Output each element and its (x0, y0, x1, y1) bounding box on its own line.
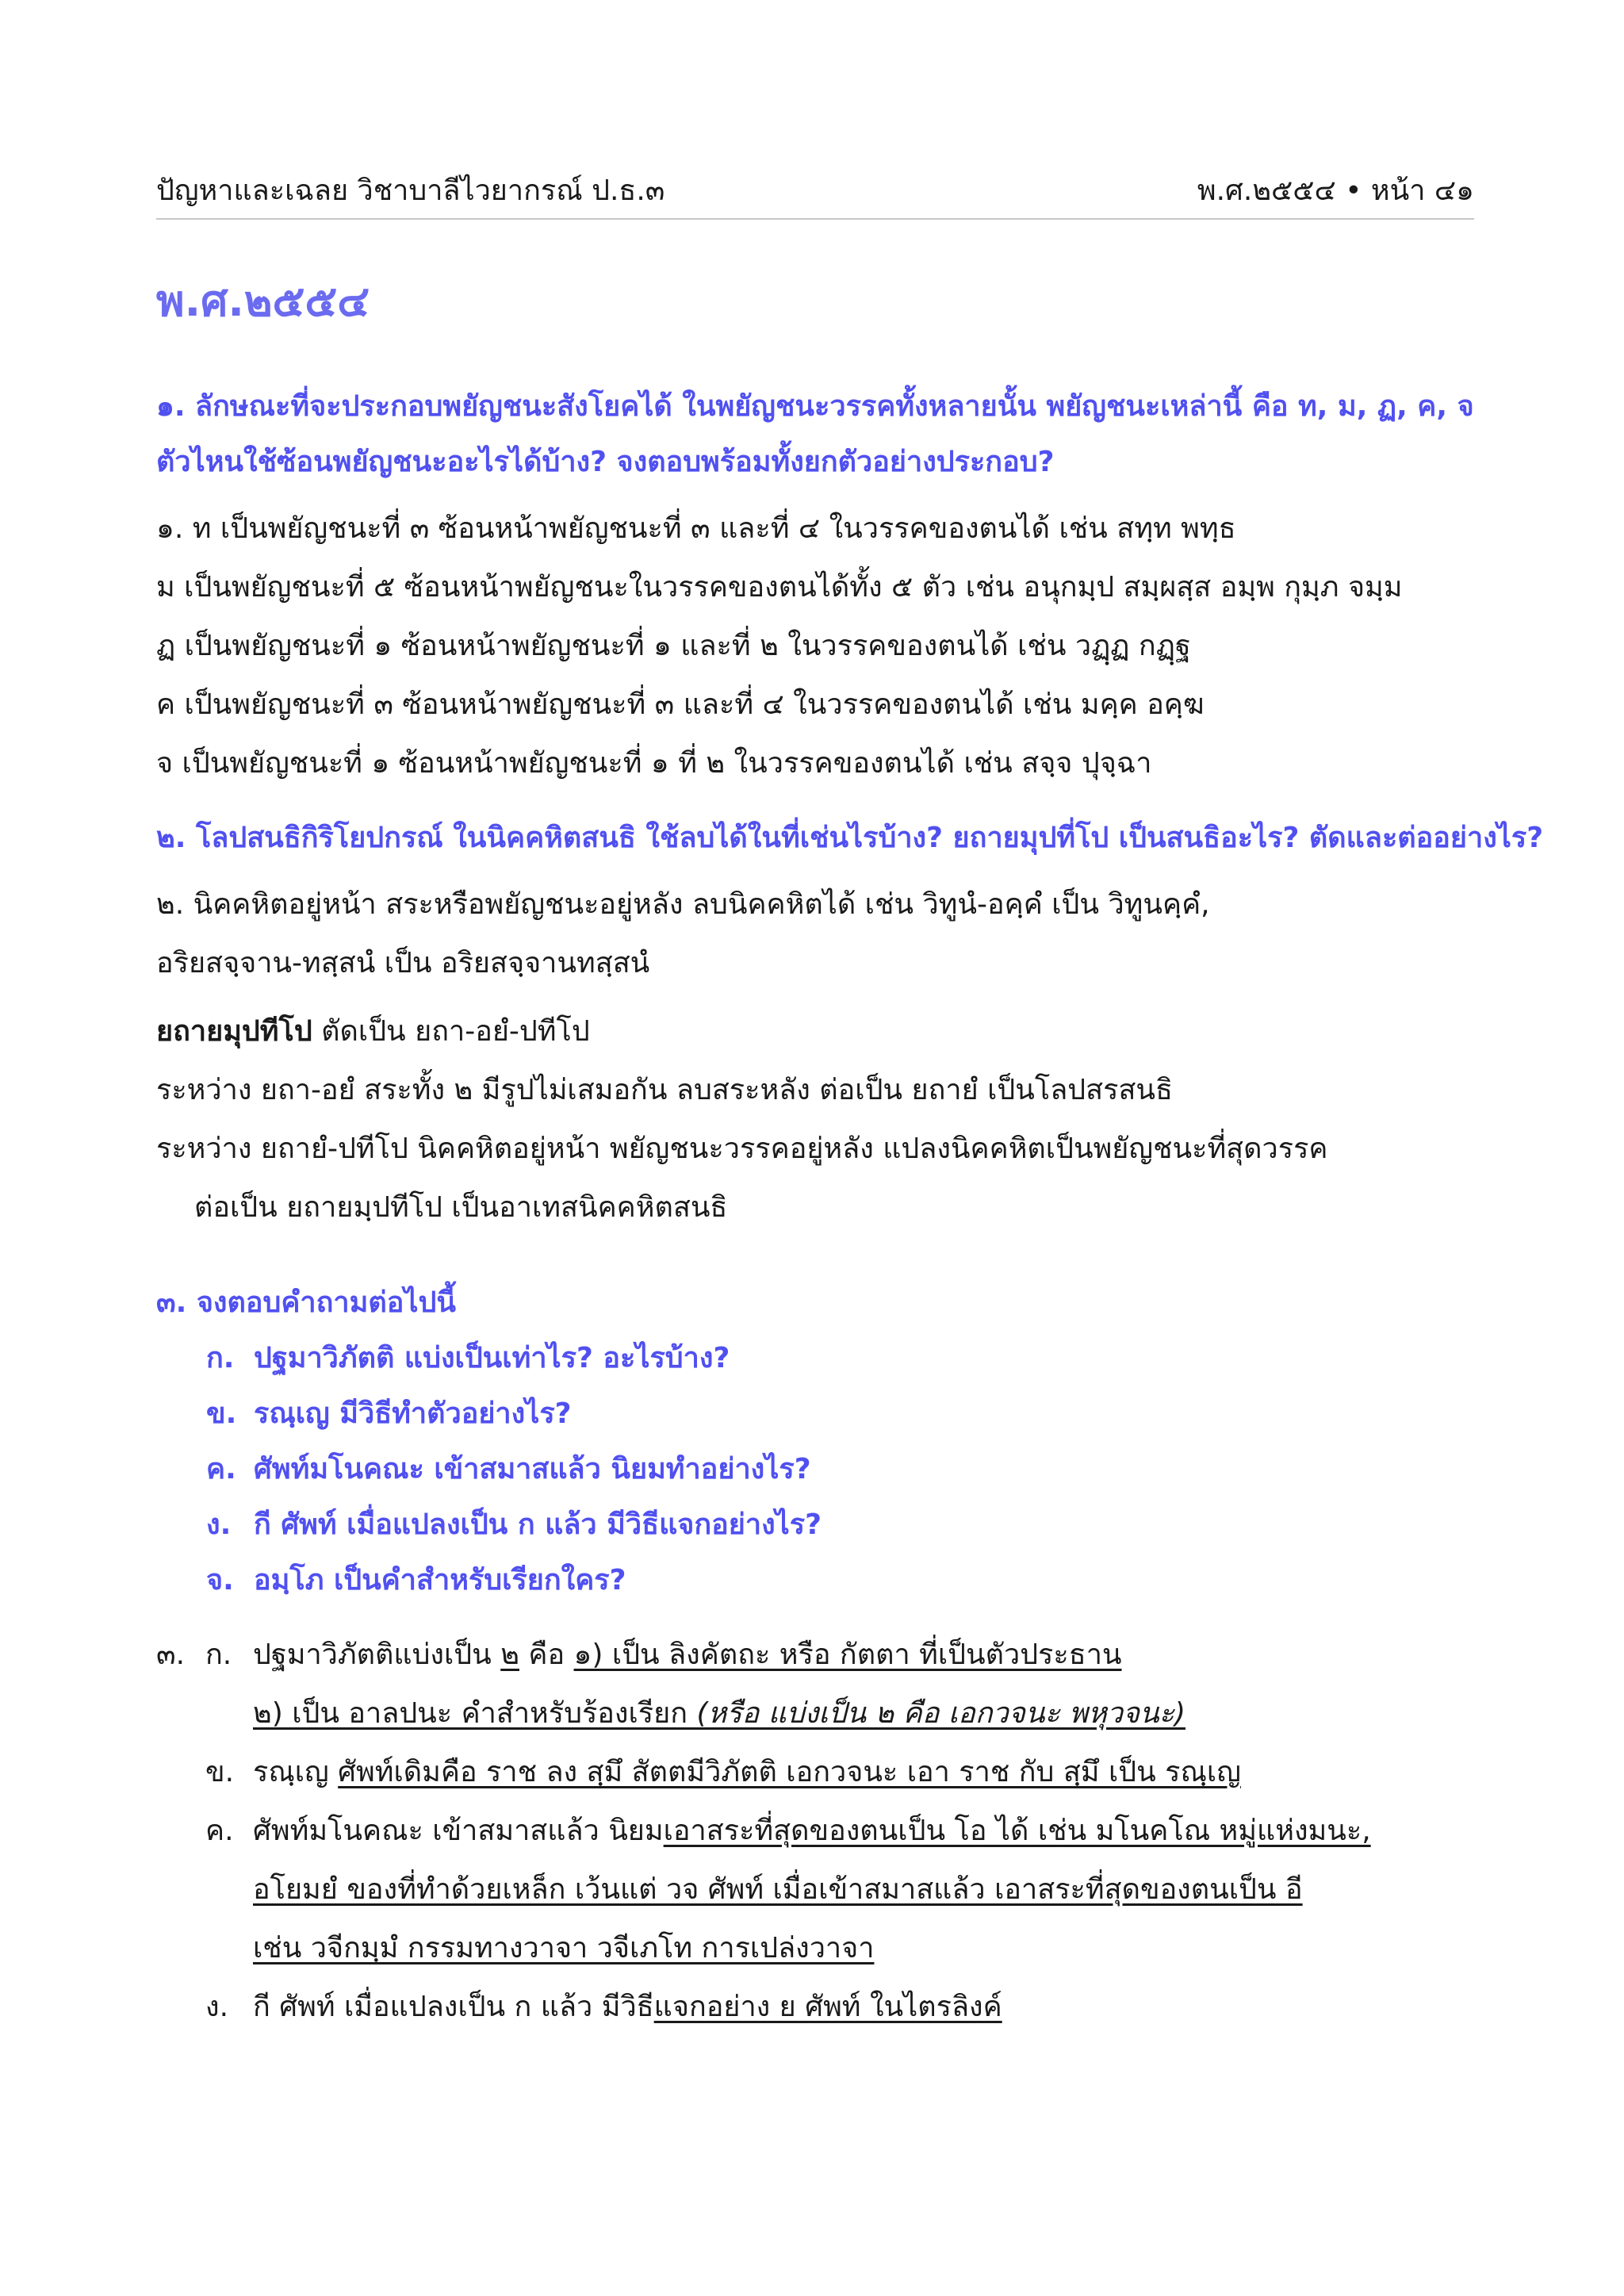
answer-underlined: ๒ (500, 1639, 519, 1671)
question-1 (156, 379, 1488, 490)
item-text: ศัพท์มโนคณะ เข้าสมาสแล้ว นิยมทำอย่างไร? (254, 1453, 811, 1485)
answer-3-kho-cont (156, 1919, 1488, 1978)
answer-3-kho-cont (156, 1861, 1488, 1919)
answer-text (253, 1978, 1002, 2037)
item-label: ข. (205, 1756, 235, 1788)
answer-plain: ปฐมาวิภัตติแบ่งเป็น (253, 1639, 501, 1671)
item-label: ก. (205, 1639, 232, 1671)
answer-term: ยถายมุปทีโป (156, 1015, 312, 1048)
answer-underlined (253, 1685, 1185, 1743)
answer-2 (156, 876, 1488, 1237)
answer-line: ค เป็นพยัญชนะที่ ๓ ซ้อนหน้าพยัญชนะที่ ๓ และที่ ๔ ในวรรคของตนได้ เช่น มคฺค อคฺฆ (156, 688, 1205, 721)
item-text: รณฺเญ มีวิธีทำตัวอย่างไร? (254, 1397, 572, 1430)
answer-line: ต่อเป็น ยถายมฺปทีโป เป็นอาเทสนิคคหิตสนธิ (194, 1191, 728, 1224)
answer-text (253, 1743, 1241, 1802)
answer-underlined-part: ๒) เป็น อาลปนะ คำสำหรับร้องเรียก (253, 1697, 697, 1730)
header-page-number: พ.ศ.๒๕๕๔ • หน้า ๔๑ (1197, 174, 1474, 207)
item-text: ปฐมาวิภัตติ แบ่งเป็นเท่าไร? อะไรบ้าง? (254, 1342, 730, 1374)
item-text: กี ศัพท์ เมื่อแปลงเป็น ก แล้ว มีวิธีแจกอย่างไร? (254, 1508, 822, 1541)
answer-3-kha (156, 1743, 1488, 1802)
answer-text (253, 1802, 1371, 1861)
answer-line: ๑. ท เป็นพยัญชนะที่ ๓ ซ้อนหน้าพยัญชนะที่ ๓ และที่ ๔ ในวรรคของตนได้ เช่น สทฺท พทฺธ (156, 512, 1236, 545)
question-line: ตัวไหนใช้ซ้อนพยัญชนะอะไรได้บ้าง? จงตอบพร้อมทั้งยกตัวอย่างประกอบ? (156, 446, 1055, 478)
question-3-item (156, 1442, 1488, 1497)
answer-line: ม เป็นพยัญชนะที่ ๕ ซ้อนหน้าพยัญชนะในวรรคของตนได้ทั้ง ๕ ตัว เช่น อนุกมฺป สมฺผสฺส อมฺพ กุมฺภ จมฺม (156, 571, 1403, 604)
item-label: ง. (206, 1508, 232, 1541)
item-label: จ. (206, 1564, 234, 1596)
item-label: ง. (205, 1991, 229, 2023)
answer-3-kho (156, 1802, 1488, 1861)
answer-term-line (156, 1002, 1488, 1061)
answer-term-rest: ตัดเป็น ยถา-อยํ-ปทีโป (312, 1015, 590, 1048)
question-3-item (156, 1331, 1488, 1386)
answer-3-ka-cont (156, 1685, 1488, 1743)
answer-plain: รณฺเญ (253, 1756, 339, 1788)
answer-line: ๒. นิคคหิตอยู่หน้า สระหรือพยัญชนะอยู่หลัง ลบนิคคหิตได้ เช่น วิทูนํ-อคฺคํ เป็น วิทูนคฺคํ, (156, 888, 1210, 921)
item-text: อมฺโภ เป็นคำสำหรับเรียกใคร? (254, 1564, 626, 1596)
answer-1 (156, 500, 1488, 793)
answer-underlined: อโยมยํ ของที่ทำด้วยเหล็ก เว้นแต่ วจ ศัพท์ เมื่อเข้าสมาสแล้ว เอาสระที่สุดของตนเป็น อี (253, 1873, 1303, 1906)
question-3-item (156, 1497, 1488, 1553)
question-3-item (156, 1553, 1488, 1608)
answer-underlined: เช่น วจีกมฺมํ กรรมทางวาจา วจีเภโท การเปล่งวาจา (253, 1932, 875, 1964)
item-label: ข. (206, 1397, 237, 1430)
answer-line: อริยสจฺจาน-ทสฺสนํ เป็น อริยสจฺจานทสฺสนํ (156, 947, 650, 979)
answer-plain: คือ (519, 1639, 574, 1671)
question-3-title: ๓. จงตอบคำถามต่อไปนี้ (156, 1286, 456, 1319)
answer-3 (156, 1626, 1488, 2037)
answer-line: ฏ เป็นพยัญชนะที่ ๑ ซ้อนหน้าพยัญชนะที่ ๑ และที่ ๒ ในวรรคของตนได้ เช่น วฏฺฏ กฏฺฐ (156, 630, 1191, 662)
answer-underlined: ศัพท์เดิมคือ ราช ลง สฺมึ สัตตมีวิภัตติ เอกวจนะ เอา ราช กับ สฺมึ เป็น รณฺเญ (338, 1756, 1241, 1788)
answer-line: จ เป็นพยัญชนะที่ ๑ ซ้อนหน้าพยัญชนะที่ ๑ ที่ ๒ ในวรรคของตนได้ เช่น สจฺจ ปุจฺฉา (156, 747, 1152, 780)
answer-underlined: แจกอย่าง ย ศัพท์ ในไตรลิงค์ (653, 1991, 1002, 2023)
answer-underlined: เอาสระที่สุดของตนเป็น โอ ได้ เช่น มโนคโณ หมู่แห่งมนะ, (663, 1815, 1371, 1847)
answer-plain: ศัพท์มโนคณะ เข้าสมาสแล้ว นิยม (253, 1815, 664, 1847)
question-2: ๒. โลปสนธิกิริโยปกรณ์ ในนิคคหิตสนธิ ใช้ลบได้ในที่เช่นไรบ้าง? ยถายมุปที่โป เป็นสนธิอะไร? ตัดและต่ออย่างไร? (156, 822, 1544, 854)
item-label: ค. (205, 1815, 234, 1847)
answer-underlined: ๑) เป็น ลิงคัตถะ หรือ กัตตา ที่เป็นตัวประธาน (573, 1639, 1122, 1671)
answer-3-ngo (156, 1978, 1488, 2037)
question-line: ๑. ลักษณะที่จะประกอบพยัญชนะสังโยคได้ ในพยัญชนะวรรคทั้งหลายนั้น พยัญชนะเหล่านี้ คือ ท, ม, ฏ, ค, จ (156, 390, 1474, 423)
answer-text (253, 1626, 1122, 1685)
answer-note: (หรือ แบ่งเป็น ๒ คือ เอกวจนะ พหุวจนะ) (696, 1697, 1186, 1730)
header-divider (156, 218, 1474, 220)
answer-3-ka (156, 1626, 1488, 1685)
answer-line: ระหว่าง ยถายํ-ปทีโป นิคคหิตอยู่หน้า พยัญชนะวรรคอยู่หลัง แปลงนิคคหิตเป็นพยัญชนะที่สุดวรรค (156, 1133, 1328, 1165)
question-3-item (156, 1386, 1488, 1442)
answer-number: ๓. (156, 1639, 186, 1671)
content (156, 379, 1544, 2037)
item-label: ก. (206, 1342, 235, 1374)
running-header (156, 168, 1474, 214)
question-3 (156, 1275, 1488, 1608)
answer-plain: กี ศัพท์ เมื่อแปลงเป็น ก แล้ว มีวิธี (253, 1991, 654, 2023)
item-label: ค. (206, 1453, 236, 1485)
answer-line: ระหว่าง ยถา-อยํ สระทั้ง ๒ มีรูปไม่เสมอกัน ลบสระหลัง ต่อเป็น ยถายํ เป็นโลปสรสนธิ (156, 1074, 1174, 1106)
section-year-title: พ.ศ.๒๕๕๔ (156, 276, 370, 326)
header-book-title: ปัญหาและเฉลย วิชาบาลีไวยากรณ์ ป.ธ.๓ (156, 174, 665, 207)
